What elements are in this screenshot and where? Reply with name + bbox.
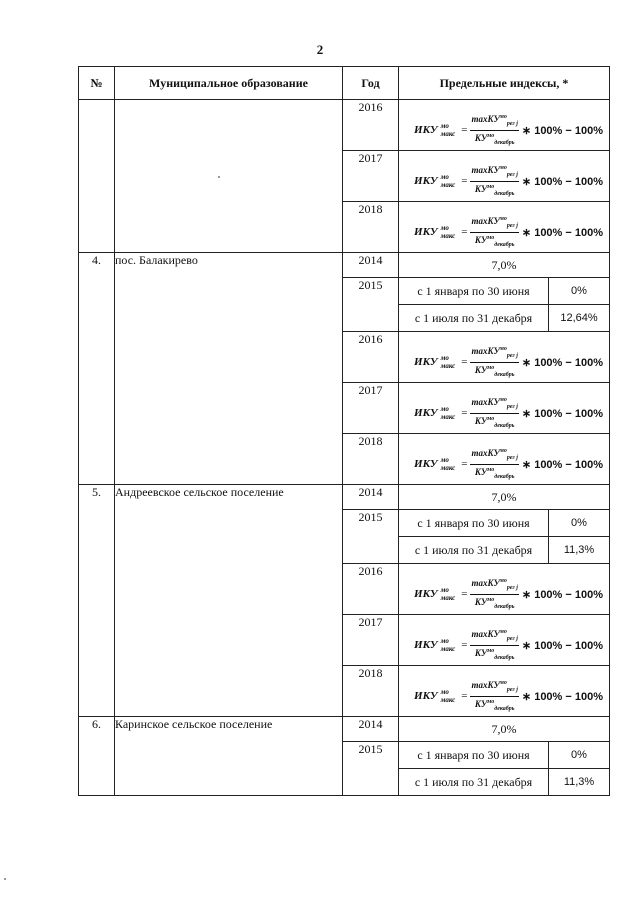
formula-rest: ∗ 100% − 100%	[521, 356, 603, 369]
index-cell	[399, 666, 610, 717]
flat-index-value: 7,0%	[491, 722, 517, 736]
period-value: 0%	[571, 517, 587, 529]
formula-numerator-base: maxKУ	[471, 448, 500, 458]
year-cell: 2015	[343, 510, 399, 564]
formula-denominator-sub: декабрь	[494, 473, 515, 480]
formula-cell	[399, 434, 609, 484]
formula-lhs-sub: макс	[440, 696, 456, 705]
index-cell	[399, 100, 610, 151]
table-row	[79, 717, 610, 742]
iku-formula	[414, 344, 603, 381]
formula-equals: =	[461, 356, 468, 369]
iku-formula	[414, 627, 603, 664]
index-cell	[399, 278, 610, 332]
tariff-index-table	[78, 66, 610, 796]
formula-numerator-sup: мо	[499, 578, 507, 584]
formula-fraction	[470, 627, 518, 664]
period-value: 11,3%	[563, 544, 595, 556]
period-label: с 1 июля по 31 декабря	[399, 537, 549, 563]
formula-numerator-sub: рег j	[506, 171, 518, 178]
split-cell	[399, 742, 609, 795]
formula-denominator-base: KУ	[474, 234, 488, 245]
period-value: 0%	[571, 285, 587, 297]
formula-denominator	[475, 646, 515, 664]
header-num: №	[79, 67, 115, 100]
flat-index-value: 7,0%	[491, 258, 517, 272]
formula-numerator-base: maxKУ	[471, 680, 500, 690]
year-cell: 2015	[343, 278, 399, 332]
split-row-first	[399, 742, 609, 768]
formula-equals: =	[461, 639, 468, 652]
row-number: 5.	[79, 485, 115, 717]
index-cell	[399, 383, 610, 434]
formula-lhs-sup: мо	[440, 173, 449, 182]
iku-formula	[414, 576, 603, 613]
formula-cell	[399, 332, 609, 382]
formula-numerator	[470, 344, 518, 363]
period-value: 11,3%	[563, 776, 595, 788]
formula-lhs: ИКУ	[414, 639, 438, 652]
formula-fraction	[470, 576, 518, 613]
formula-numerator-sup: мо	[499, 346, 507, 352]
formula-numerator-base: maxKУ	[471, 165, 500, 175]
formula-lhs-sup: мо	[440, 456, 449, 465]
year-cell: 2016	[343, 332, 399, 383]
period-label: с 1 января по 30 июня	[399, 742, 549, 768]
year-cell: 2014	[343, 253, 399, 278]
index-cell	[399, 151, 610, 202]
index-cell	[399, 717, 610, 742]
formula-rest: ∗ 100% − 100%	[521, 639, 603, 652]
formula-fraction	[470, 214, 518, 251]
municipality-name	[115, 100, 343, 253]
formula-denominator-base: KУ	[474, 596, 488, 607]
formula-lhs-indices	[441, 173, 456, 189]
formula-rest: ∗ 100% − 100%	[521, 407, 603, 420]
index-cell	[399, 510, 610, 564]
period-value: 0%	[571, 749, 587, 761]
iku-formula	[414, 678, 603, 715]
formula-numerator	[470, 214, 518, 233]
formula-denominator-base: KУ	[474, 647, 488, 658]
header-indices: Предельные индексы, *	[399, 67, 610, 100]
municipality-name: пос. Балакирево	[115, 253, 343, 485]
split-row-second	[399, 536, 609, 563]
formula-lhs-sup: мо	[440, 224, 449, 233]
formula-numerator	[470, 678, 518, 697]
formula-numerator-sub: рег j	[506, 584, 518, 591]
row-number: 4.	[79, 253, 115, 485]
formula-denominator-base: KУ	[474, 132, 488, 143]
formula-denominator-sup: мо	[487, 596, 495, 603]
formula-fraction	[470, 446, 518, 483]
formula-lhs-indices	[441, 354, 456, 370]
formula-numerator-sub: рег j	[506, 120, 518, 127]
header-municipality: Муниципальное образование	[115, 67, 343, 100]
formula-numerator-sub: рег j	[506, 352, 518, 359]
formula-numerator-sup: мо	[499, 629, 507, 635]
formula-lhs: ИКУ	[414, 690, 438, 703]
formula-lhs-sup: мо	[440, 637, 449, 646]
formula-denominator-sup: мо	[487, 132, 495, 139]
formula-lhs-sub: макс	[440, 594, 456, 603]
period-label: с 1 июля по 31 декабря	[399, 305, 549, 331]
year-cell: 2016	[343, 100, 399, 151]
split-row-second	[399, 304, 609, 331]
formula-numerator	[470, 163, 518, 182]
period-label: с 1 января по 30 июня	[399, 510, 549, 536]
formula-denominator-sup: мо	[487, 647, 495, 654]
year-cell: 2018	[343, 666, 399, 717]
formula-lhs-indices	[441, 224, 456, 240]
year-cell: 2014	[343, 717, 399, 742]
index-cell	[399, 253, 610, 278]
formula-fraction	[470, 163, 518, 200]
formula-lhs-sub: макс	[440, 362, 456, 371]
formula-denominator-sub: декабрь	[494, 241, 515, 248]
formula-rest: ∗ 100% − 100%	[521, 458, 603, 471]
formula-denominator-base: KУ	[474, 698, 488, 709]
formula-numerator-sub: рег j	[506, 635, 518, 642]
formula-denominator-sup: мо	[487, 364, 495, 371]
year-cell: 2014	[343, 485, 399, 510]
formula-lhs-sub: макс	[440, 413, 456, 422]
formula-rest: ∗ 100% − 100%	[521, 690, 603, 703]
period-label: с 1 июля по 31 декабря	[399, 769, 549, 795]
iku-formula	[414, 112, 603, 149]
formula-denominator-base: KУ	[474, 364, 488, 375]
index-cell	[399, 332, 610, 383]
year-cell: 2015	[343, 742, 399, 796]
formula-lhs: ИКУ	[414, 226, 438, 239]
formula-lhs-indices	[441, 586, 456, 602]
formula-lhs-indices	[441, 405, 456, 421]
formula-fraction	[470, 678, 518, 715]
formula-cell	[399, 100, 609, 150]
formula-lhs-indices	[441, 122, 456, 138]
formula-lhs: ИКУ	[414, 458, 438, 471]
split-row-first	[399, 278, 609, 304]
index-cell	[399, 485, 610, 510]
period-value: 12,64%	[560, 312, 598, 324]
table-row	[79, 100, 610, 151]
formula-numerator-sub: рег j	[506, 403, 518, 410]
formula-denominator	[475, 131, 515, 149]
scan-speck	[4, 878, 6, 880]
formula-rest: ∗ 100% − 100%	[521, 124, 603, 137]
formula-rest: ∗ 100% − 100%	[521, 588, 603, 601]
formula-equals: =	[461, 407, 468, 420]
formula-lhs-sub: макс	[440, 232, 456, 241]
formula-lhs-sup: мо	[440, 688, 449, 697]
formula-denominator-sub: декабрь	[494, 654, 515, 661]
formula-denominator-sub: декабрь	[494, 371, 515, 378]
formula-lhs: ИКУ	[414, 407, 438, 420]
formula-numerator-sup: мо	[499, 165, 507, 171]
year-cell: 2018	[343, 434, 399, 485]
formula-rest: ∗ 100% − 100%	[521, 175, 603, 188]
formula-fraction	[470, 395, 518, 432]
formula-denominator-base: KУ	[474, 415, 488, 426]
formula-cell	[399, 666, 609, 716]
formula-equals: =	[461, 175, 468, 188]
formula-lhs-indices	[441, 688, 456, 704]
formula-denominator	[475, 182, 515, 200]
year-cell: 2018	[343, 202, 399, 253]
formula-equals: =	[461, 690, 468, 703]
formula-denominator-sub: декабрь	[494, 139, 515, 146]
formula-fraction	[470, 344, 518, 381]
formula-numerator-base: maxKУ	[471, 114, 500, 124]
split-row-second	[399, 768, 609, 795]
page-number: 2	[316, 42, 324, 57]
formula-numerator	[470, 627, 518, 646]
formula-denominator	[475, 414, 515, 432]
formula-numerator	[470, 446, 518, 465]
formula-cell	[399, 615, 609, 665]
formula-lhs-sub: макс	[440, 181, 456, 190]
formula-lhs: ИКУ	[414, 124, 438, 137]
formula-lhs-sup: мо	[440, 586, 449, 595]
formula-denominator-sup: мо	[487, 698, 495, 705]
split-row-first	[399, 510, 609, 536]
formula-numerator-sup: мо	[499, 216, 507, 222]
formula-denominator	[475, 595, 515, 613]
formula-lhs-sup: мо	[440, 354, 449, 363]
formula-numerator-base: maxKУ	[471, 629, 500, 639]
formula-denominator-base: KУ	[474, 183, 488, 194]
formula-lhs-indices	[441, 637, 456, 653]
formula-numerator	[470, 576, 518, 595]
formula-lhs: ИКУ	[414, 588, 438, 601]
formula-lhs: ИКУ	[414, 356, 438, 369]
formula-lhs-sub: макс	[440, 130, 456, 139]
municipality-name: Каринское сельское поселение	[115, 717, 343, 796]
formula-equals: =	[461, 226, 468, 239]
formula-numerator	[470, 112, 518, 131]
formula-lhs-sub: макс	[440, 645, 456, 654]
formula-denominator-sup: мо	[487, 415, 495, 422]
formula-equals: =	[461, 588, 468, 601]
header-year: Год	[343, 67, 399, 100]
formula-numerator-sub: рег j	[506, 222, 518, 229]
formula-denominator	[475, 465, 515, 483]
row-number	[79, 100, 115, 253]
formula-denominator	[475, 697, 515, 715]
year-cell: 2017	[343, 383, 399, 434]
formula-rest: ∗ 100% − 100%	[521, 226, 603, 239]
formula-numerator-sup: мо	[499, 397, 507, 403]
formula-numerator-sup: мо	[499, 680, 507, 686]
formula-denominator	[475, 363, 515, 381]
index-cell	[399, 742, 610, 796]
split-cell	[399, 510, 609, 563]
formula-numerator-base: maxKУ	[471, 578, 500, 588]
formula-denominator-sub: декабрь	[494, 190, 515, 197]
formula-denominator-sup: мо	[487, 183, 495, 190]
formula-denominator-sup: мо	[487, 234, 495, 241]
formula-cell	[399, 151, 609, 201]
iku-formula	[414, 163, 603, 200]
index-cell	[399, 564, 610, 615]
formula-denominator-base: KУ	[474, 466, 488, 477]
index-cell	[399, 202, 610, 253]
formula-equals: =	[461, 124, 468, 137]
iku-formula	[414, 446, 603, 483]
formula-denominator-sub: декабрь	[494, 603, 515, 610]
formula-numerator-sup: мо	[499, 114, 507, 120]
formula-cell	[399, 564, 609, 614]
formula-numerator-base: maxKУ	[471, 397, 500, 407]
formula-numerator	[470, 395, 518, 414]
flat-index-value: 7,0%	[491, 490, 517, 504]
formula-denominator-sup: мо	[487, 466, 495, 473]
formula-lhs-sup: мо	[440, 405, 449, 414]
split-cell	[399, 278, 609, 331]
table-row	[79, 485, 610, 510]
table-row	[79, 253, 610, 278]
row-number: 6.	[79, 717, 115, 796]
formula-denominator-sub: декабрь	[494, 705, 515, 712]
index-cell	[399, 615, 610, 666]
header-row	[79, 67, 610, 100]
formula-numerator-sub: рег j	[506, 686, 518, 693]
index-cell	[399, 434, 610, 485]
formula-numerator-sup: мо	[499, 448, 507, 454]
formula-lhs-sub: макс	[440, 464, 456, 473]
formula-numerator-base: maxKУ	[471, 346, 500, 356]
formula-cell	[399, 202, 609, 252]
scan-speck	[218, 176, 220, 178]
formula-denominator	[475, 233, 515, 251]
formula-fraction	[470, 112, 518, 149]
formula-denominator-sub: декабрь	[494, 422, 515, 429]
formula-equals: =	[461, 458, 468, 471]
period-label: с 1 января по 30 июня	[399, 278, 549, 304]
year-cell: 2017	[343, 151, 399, 202]
year-cell: 2016	[343, 564, 399, 615]
formula-cell	[399, 383, 609, 433]
table-body	[79, 100, 610, 796]
formula-lhs: ИКУ	[414, 175, 438, 188]
iku-formula	[414, 395, 603, 432]
year-cell: 2017	[343, 615, 399, 666]
formula-lhs-indices	[441, 456, 456, 472]
formula-numerator-sub: рег j	[506, 454, 518, 461]
municipality-name: Андреевское сельское поселение	[115, 485, 343, 717]
iku-formula	[414, 214, 603, 251]
formula-lhs-sup: мо	[440, 122, 449, 131]
formula-numerator-base: maxKУ	[471, 216, 500, 226]
